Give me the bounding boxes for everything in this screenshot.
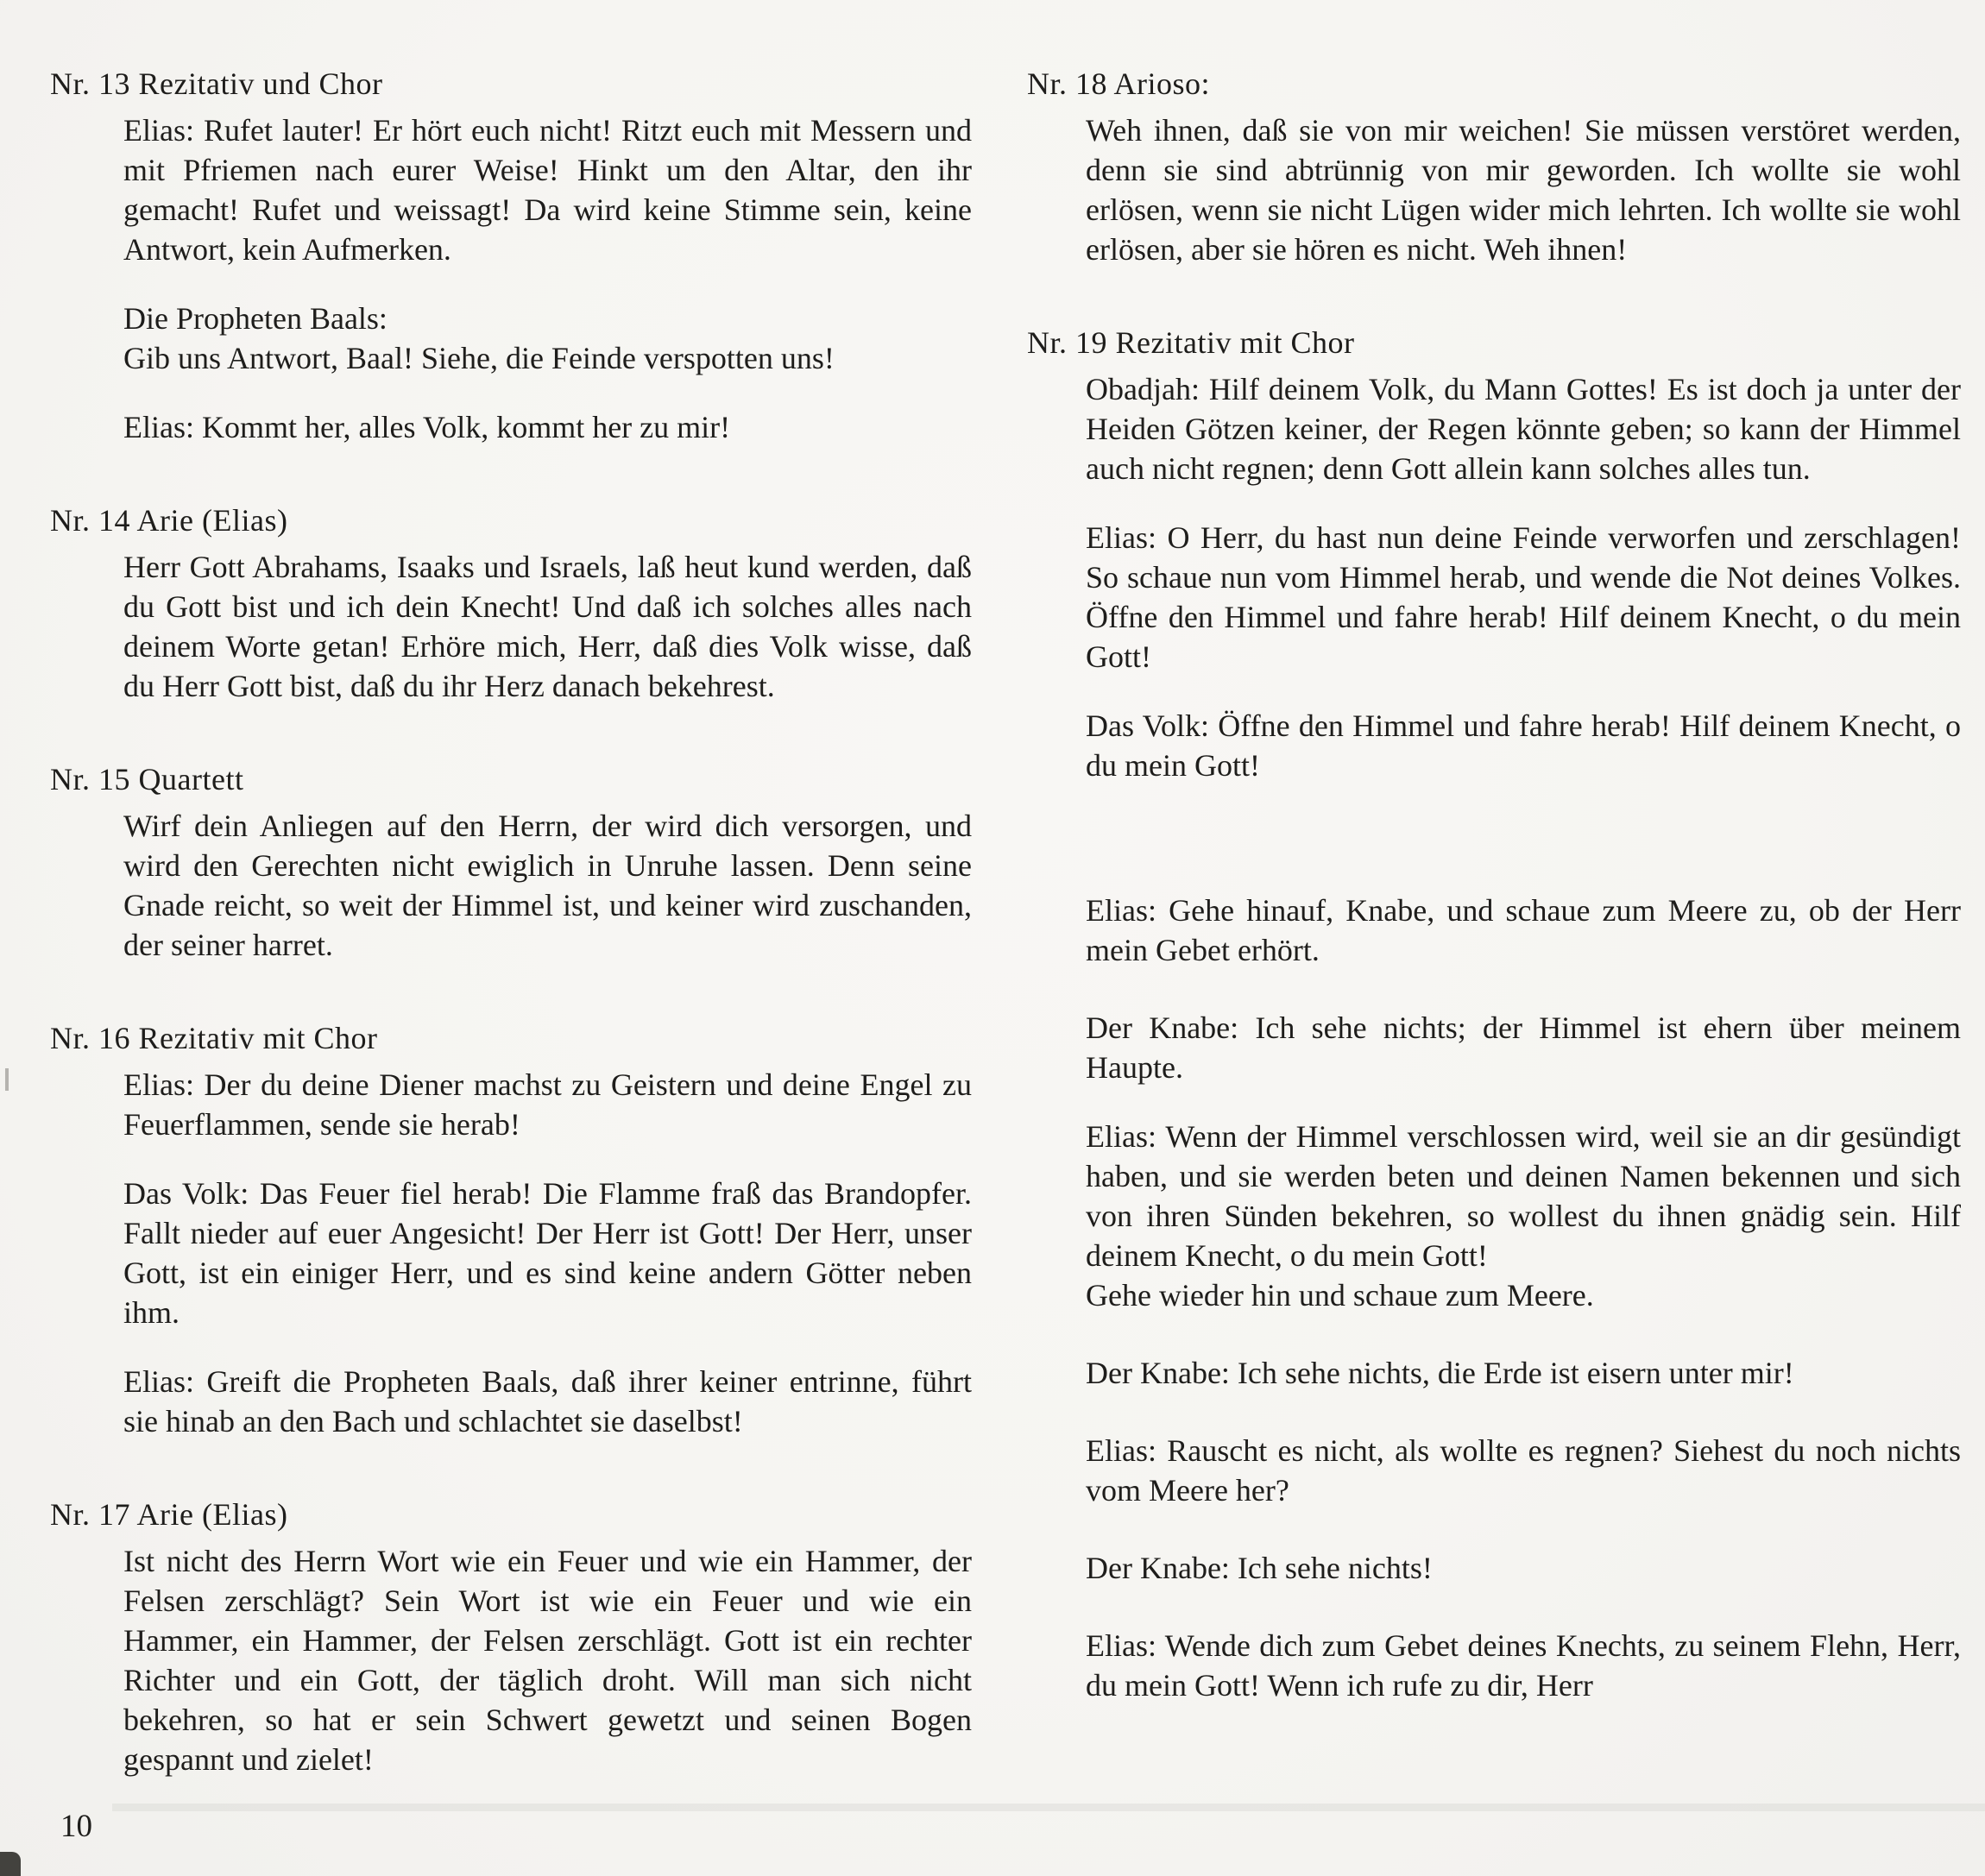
paragraph: Herr Gott Abrahams, Isaaks und Israels, laß heut kund werden, daß du Gott bist und ich dein Knecht! Und daß ich solches alles nach deinem Worte getan! Erhöre mich, Herr, daß dies Volk wisse, daß du Herr Gott bist, daß du ihr Herz danach bekehrest. xyxy=(123,550,972,703)
paragraph: Elias: Rufet lauter! Er hört euch nicht! Ritzt euch mit Messern und mit Pfriemen nach eurer Weise! Hinkt um den Altar, den ihr gemacht! Rufet und weissagt! Da wird keine Stimme sein, keine Antwort, kein Aufmerken. xyxy=(123,113,972,267)
section-nr-18 xyxy=(1027,64,1961,269)
right-column xyxy=(1027,64,1961,1705)
scan-artifact-tick xyxy=(5,1068,9,1091)
paragraph: Elias: Wenn der Himmel verschlossen wird, weil sie an dir gesündigt haben, und sie werden beten und deinen Namen bekennen und sich von ihren Sünden bekehren, so wollest du ihnen gnädig sein. Hilf deinem Knecht, o du mein Gott! xyxy=(1086,1119,1961,1273)
paragraph: Elias: O Herr, du hast nun deine Feinde verworfen und zerschlagen! So schaue nun vom Himmel herab, und wende die Not deines Volkes. Öffne den Himmel und fahre herab! Hilf deinem Knecht, o du mein Gott! xyxy=(1086,520,1961,674)
paragraph: Wirf dein Anliegen auf den Herrn, der wird dich versorgen, und wird den Gerechten nicht ewiglich in Unruhe lassen. Denn seine Gnade reicht, so weit der Himmel ist, und keiner wird zuschanden, der seiner harret. xyxy=(123,809,972,962)
section-nr-13 xyxy=(50,64,972,447)
paragraph: Obadjah: Hilf deinem Volk, du Mann Gottes! Es ist doch ja unter der Heiden Götzen keiner, der Regen könnte geben; so kann der Himmel auch nicht regnen; denn Gott allein kann solches alles tun. xyxy=(1086,372,1961,486)
paragraph: Elias: Gehe hinauf, Knabe, und schaue zum Meere zu, ob der Herr mein Gebet erhört. xyxy=(1086,893,1961,967)
scan-artifact-corner xyxy=(0,1852,21,1876)
paragraph: Der Knabe: Ich sehe nichts, die Erde ist eisern unter mir! xyxy=(1086,1356,1794,1390)
section-heading: Nr. 13 Rezitativ und Chor xyxy=(50,66,383,101)
left-column xyxy=(50,64,972,1779)
section-heading: Nr. 17 Arie (Elias) xyxy=(50,1497,288,1532)
page-number: 10 xyxy=(60,1809,92,1844)
paragraph: Gehe wieder hin und schaue zum Meere. xyxy=(1086,1278,1594,1313)
paragraph: Der Knabe: Ich sehe nichts! xyxy=(1086,1551,1433,1585)
section-nr-17 xyxy=(50,1495,972,1779)
paragraph: Elias: Greift die Propheten Baals, daß ihrer keiner entrinne, führt sie hinab an den Bach und schlachtet sie daselbst! xyxy=(123,1364,972,1438)
section-heading: Nr. 19 Rezitativ mit Chor xyxy=(1027,325,1355,360)
paragraph: Elias: Kommt her, alles Volk, kommt her zu mir! xyxy=(123,410,731,444)
section-nr-14 xyxy=(50,500,972,706)
paragraph: Elias: Der du deine Diener machst zu Geistern und deine Engel zu Feuerflammen, sende sie herab! xyxy=(123,1067,972,1142)
paragraph: Weh ihnen, daß sie von mir weichen! Sie müssen verstöret werden, denn sie sind abtrünnig von mir geworden. Ich wollte sie wohl erlösen, wenn sie nicht Lügen wider mich lehrten. Ich wollte sie wohl erlösen, aber sie hören es nicht. Weh ihnen! xyxy=(1086,113,1961,267)
section-heading: Nr. 18 Arioso: xyxy=(1027,66,1211,101)
paragraph: Elias: Rauscht es nicht, als wollte es regnen? Siehest du noch nichts vom Meere her? xyxy=(1086,1433,1961,1508)
section-nr-19 xyxy=(1027,323,1961,1705)
section-heading: Nr. 14 Arie (Elias) xyxy=(50,503,288,538)
paragraph: Das Volk: Öffne den Himmel und fahre herab! Hilf deinem Knecht, o du mein Gott! xyxy=(1086,708,1961,783)
section-heading: Nr. 15 Quartett xyxy=(50,762,244,796)
paragraph: Ist nicht des Herrn Wort wie ein Feuer und wie ein Hammer, der Felsen zerschlägt? Sein Wort ist wie ein Feuer und wie ein Hammer, ein Hammer, der Felsen zerschlägt. Gott ist ein rechter Richter und ein Gott, der täglich droht. Will man sich nicht bekehren, so hat er sein Schwert gewetzt und seinen Bogen gespannt und zielet! xyxy=(123,1544,972,1777)
paragraph: Das Volk: Das Feuer fiel herab! Die Flamme fraß das Brandopfer. Fallt nieder auf euer Angesicht! Der Herr ist Gott! Der Herr, unser Gott, ist ein einiger Herr, und es sind keine andern Götter neben ihm. xyxy=(123,1176,972,1330)
paragraph: Elias: Wende dich zum Gebet deines Knechts, zu seinem Flehn, Herr, du mein Gott! Wenn ich rufe zu dir, Herr xyxy=(1086,1628,1961,1703)
scan-artifact-band xyxy=(112,1804,1985,1811)
paragraph: Der Knabe: Ich sehe nichts; der Himmel ist ehern über meinem Haupte. xyxy=(1086,1010,1961,1085)
paragraph: Gib uns Antwort, Baal! Siehe, die Feinde verspotten uns! xyxy=(123,341,835,375)
speaker-label-line: Die Propheten Baals: xyxy=(123,301,388,336)
section-nr-16 xyxy=(50,1018,972,1441)
section-heading: Nr. 16 Rezitativ mit Chor xyxy=(50,1021,378,1055)
section-nr-15 xyxy=(50,759,972,965)
